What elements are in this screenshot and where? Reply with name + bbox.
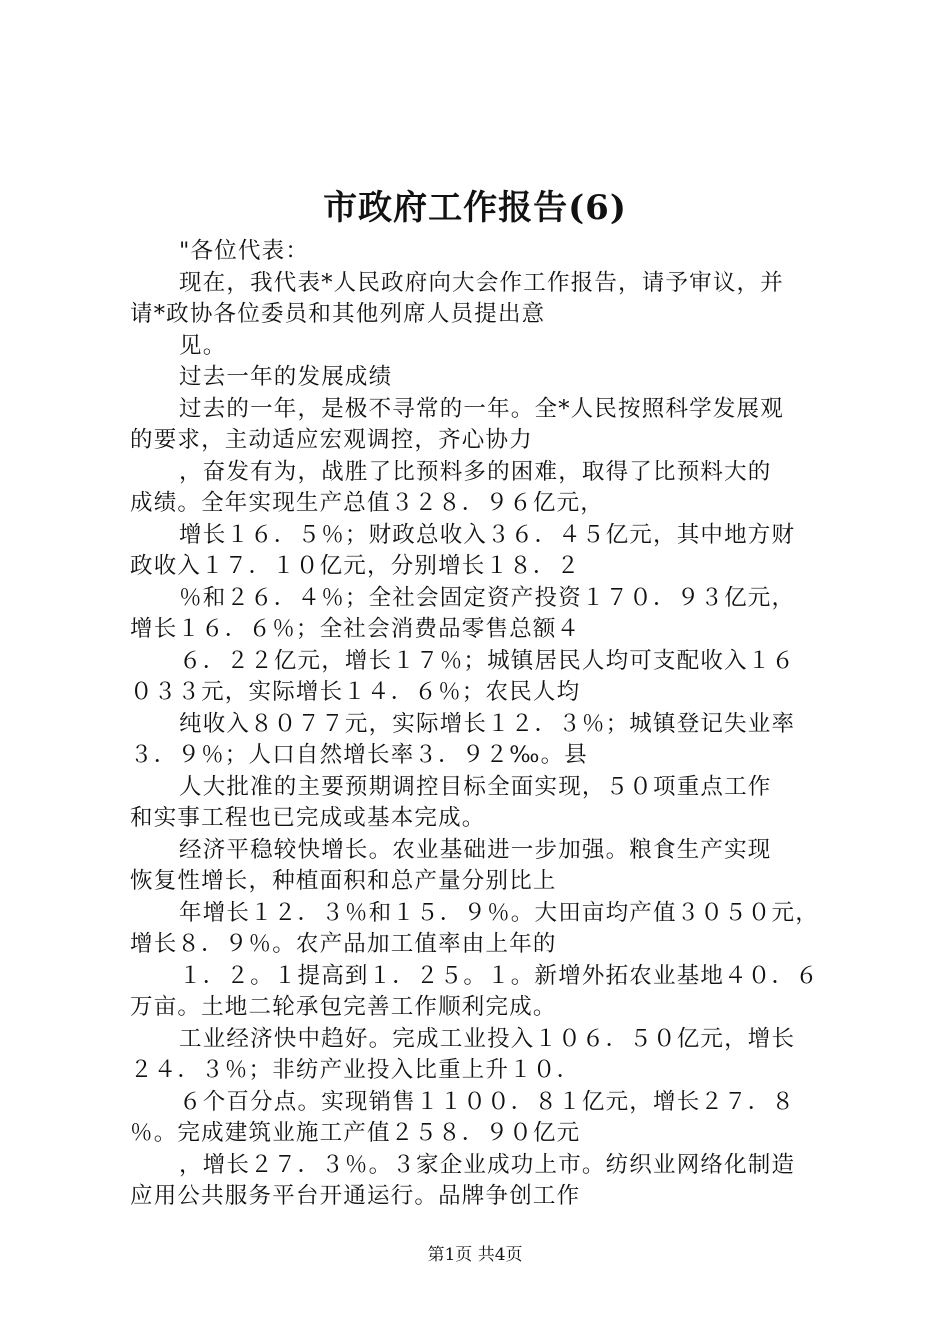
body-line: "各位代表：: [179, 238, 310, 264]
body-line: ６．２２亿元，增长１７％；城镇居民人均可支配收入１６: [179, 647, 796, 674]
body-line: 增长１６．６％；全社会消费品零售总额４: [130, 616, 581, 642]
body-line: 万亩。土地二轮承包完善工作顺利完成。: [130, 994, 557, 1020]
document-title: 市政府工作报告(6): [323, 188, 627, 228]
body-line: 见。: [179, 332, 227, 359]
body-line: 请*政协各位委员和其他列席人员提出意: [130, 301, 546, 327]
body-line: ％和２６．４％；全社会固定资产投资１７０．９３亿元，: [179, 584, 796, 611]
body-line: ３．９％；人口自然增长率３．９２‰。县: [130, 742, 588, 768]
body-line: 过去一年的发展成绩: [179, 364, 393, 390]
body-line: 应用公共服务平台开通运行。品牌争创工作: [130, 1183, 581, 1209]
body-line: ％。完成建筑业施工产值２５８．９０亿元: [130, 1120, 581, 1146]
body-line: ０３３元，实际增长１４．６％；农民人均: [130, 679, 581, 705]
body-line: 经济平稳较快增长。农业基础进一步加强。粮食生产实现: [179, 836, 772, 863]
body-line: ２４．３％；非纺产业投入比重上升１０．: [130, 1057, 581, 1083]
body-line: 工业经济快中趋好。完成工业投入１０６．５０亿元，增长: [179, 1025, 796, 1052]
body-line: ，增长２７．３％。３家企业成功上市。纺织业网络化制造: [179, 1151, 796, 1178]
body-line: 政收入１７．１０亿元，分别增长１８．２: [130, 553, 581, 579]
document-body: [130, 236, 850, 1213]
body-line: １．２。１提高到１．２５。１。新增外拓农业基地４０．６: [179, 962, 819, 989]
body-line: 增长８．９％。农产品加工值率由上年的: [130, 931, 557, 957]
body-line: 的要求，主动适应宏观调控，齐心协力: [130, 427, 533, 453]
body-line: 增长１６．５％；财政总收入３６．４５亿元，其中地方财: [179, 521, 796, 548]
body-line: 和实事工程也已完成或基本完成。: [130, 805, 486, 831]
body-line: 纯收入８０７７元，实际增长１２．３％；城镇登记失业率: [179, 710, 796, 737]
body-line: ６个百分点。实现销售１１００．８１亿元，增长２７．８: [179, 1088, 796, 1115]
body-line: 现在，我代表*人民政府向大会作工作报告，请予审议，并: [179, 269, 784, 296]
body-line: 过去的一年，是极不寻常的一年。全*人民按照科学发展观: [179, 395, 784, 422]
page-footer: 第1页 共4页: [427, 1245, 523, 1265]
body-line: ，奋发有为，战胜了比预料多的困难，取得了比预料大的: [179, 458, 772, 485]
body-line: 恢复性增长，种植面积和总产量分别比上: [130, 868, 557, 894]
body-line: 成绩。全年实现生产总值３２８．９６亿元，: [130, 490, 605, 516]
body-line: 年增长１２．３％和１５．９％。大田亩均产值３０５０元，: [179, 899, 819, 926]
body-line: 人大批准的主要预期调控目标全面实现，５０项重点工作: [179, 773, 772, 800]
